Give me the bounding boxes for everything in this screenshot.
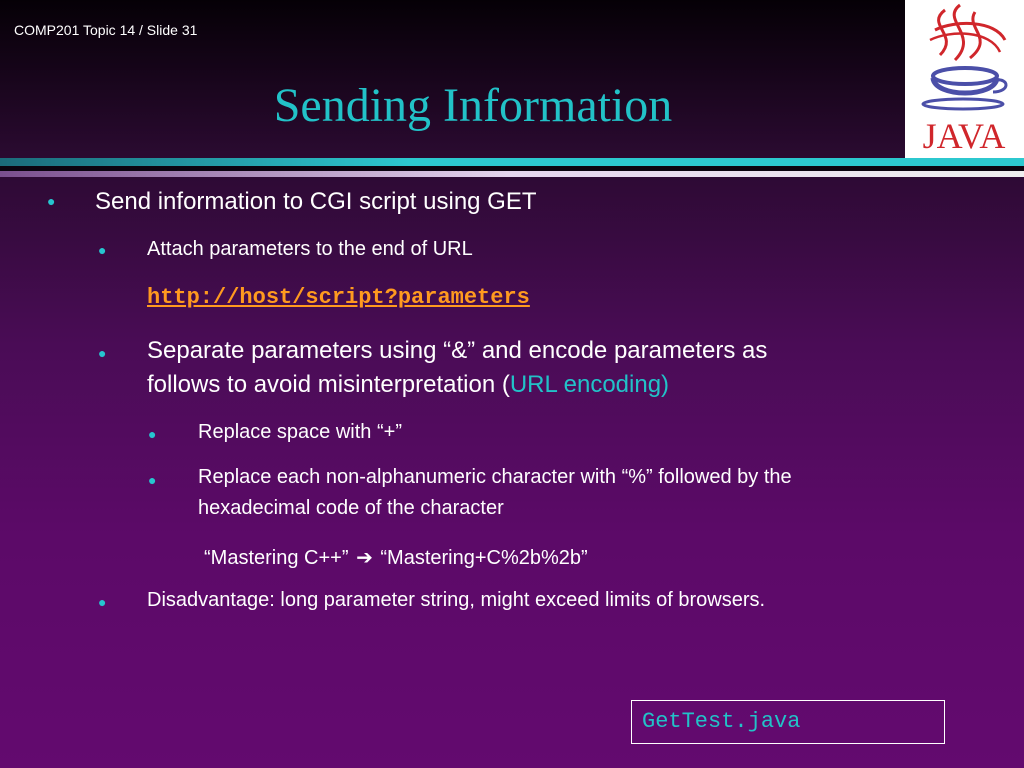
bullet-level2-text [147, 334, 927, 402]
bullet-icon: ● [98, 242, 107, 258]
bullet-icon: ● [148, 426, 157, 442]
java-coffee-cup-logo-icon [905, 0, 1024, 162]
url-example[interactable]: http://host/script?parameters [147, 285, 530, 310]
bullet-level2-text: Attach parameters to the end of URL [147, 238, 473, 260]
bullet-icon: ● [47, 193, 56, 209]
file-link-box[interactable]: GetTest.java [631, 700, 945, 744]
url-encoding-link: URL encoding) [509, 371, 670, 398]
bullet-level1-text: Send information to CGI script using GET [95, 188, 537, 215]
title-rule-top [0, 158, 1024, 166]
replace-line2: hexadecimal code of the character [198, 497, 504, 519]
right-arrow-icon: ➔ [356, 547, 373, 569]
bullet-icon: ● [148, 472, 157, 488]
example-output: “Mastering+C%2b%2b” [380, 547, 588, 569]
slide-reference: COMP201 Topic 14 / Slide 31 [14, 22, 198, 38]
bullet-level2-text: Disadvantage: long parameter string, might exceed limits of browsers. [147, 589, 766, 611]
encoding-example [204, 545, 588, 570]
java-logo [905, 0, 1024, 162]
logo-text: JAVA [922, 116, 1006, 156]
bullet-level3-text: Replace space with “+” [198, 421, 402, 443]
example-input: “Mastering C++” [204, 547, 349, 569]
slide-title: Sending Information [273, 79, 673, 132]
bullet-icon: ● [98, 594, 107, 610]
bullet-level3-text [198, 462, 998, 524]
bullet-icon: ● [98, 345, 107, 361]
separate-params-line1: Separate parameters using “&” and encode parameters as [147, 337, 768, 364]
replace-line1: Replace each non-alphanumeric character with “%” followed by the [198, 466, 792, 488]
separate-params-line2: follows to avoid misinterpretation ( [147, 371, 510, 398]
title-rule-bottom [0, 171, 1024, 177]
